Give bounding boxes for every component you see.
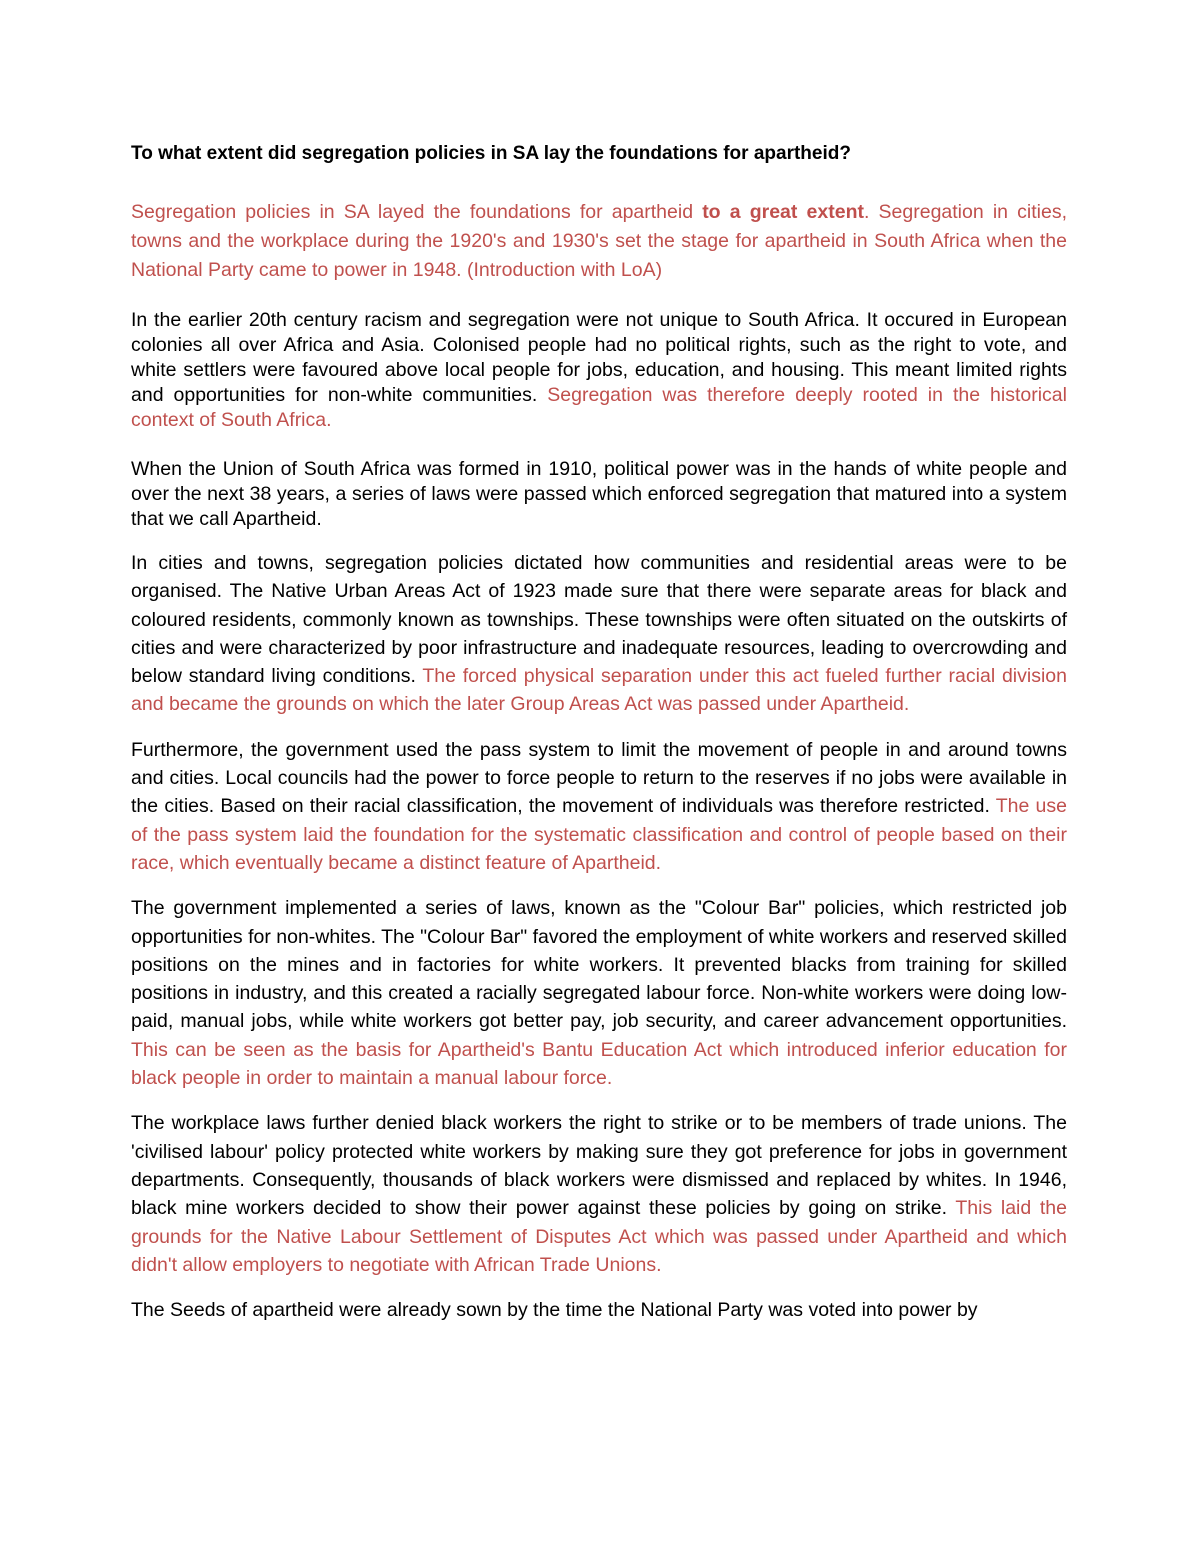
paragraph-4-text: Furthermore, the government used the pass system to limit the movement of people in and around towns and cities. Local councils had the power to force people to return to the reserves if no jobs were available in the cities. Based on their racial classification, the movement of individuals was therefore restricted.	[131, 738, 1067, 818]
paragraph-6-text: The workplace laws further denied black workers the right to strike or to be members of trade unions. The 'civilised labour' policy protected white workers by making sure they got preference for jobs in government departments. Consequently, thousands of black workers were dismissed and replaced by whites. In 1946, black mine workers decided to show their power against these policies by going on strike.	[131, 1112, 1067, 1220]
document-page	[131, 140, 1067, 1324]
paragraph-1-text: In the earlier 20th century racism and segregation were not unique to South Africa. It occured in European colonies all over Africa and Asia. Colonised people had no political rights, such as the right to vote, and white settlers were favoured above local people for jobs, education, and housing. This meant limited rights and opportunities for non-white communities.	[131, 309, 1067, 406]
essay-title: To what extent did segregation policies in SA lay the foundations for apartheid?	[131, 143, 851, 164]
body-paragraph-2	[131, 457, 1067, 532]
paragraph-5-text: The government implemented a series of laws, known as the "Colour Bar" policies, which restricted job opportunities for non-whites. The "Colour Bar" favored the employment of white workers and reserved skilled positions on the mines and in factories for white workers. It prevented blacks from training for skilled positions in industry, and this created a racially segregated labour force. Non-white workers were doing low-paid, manual jobs, while white workers got better pay, job security, and career advancement opportunities.	[131, 897, 1067, 1033]
paragraph-2-text: When the Union of South Africa was formed in 1910, political power was in the hands of white people and over the next 38 years, a series of laws were passed which enforced segregation that matured into a system that we call Apartheid.	[131, 458, 1067, 530]
paragraph-3-text: In cities and towns, segregation policies dictated how communities and residential areas were to be organised. The Native Urban Areas Act of 1923 made sure that there were separate areas for black and coloured residents, commonly known as townships. These townships were often situated on the outskirts of cities and were characterized by poor infrastructure and inadequate resources, leading to overcrowding and below standard living conditions.	[131, 552, 1067, 688]
intro-text-part2: . Segregation in cities, towns and the workplace during the 1920's and 1930's set the stage for apartheid in South Africa when the National Party came to power in 1948. (Introduction with LoA)	[131, 201, 1068, 281]
body-paragraph-1	[131, 308, 1067, 433]
intro-emphasis: to a great extent	[702, 201, 864, 223]
paragraph-3-conclusion: The forced physical separation under this act fueled further racial division and became the grounds on which the later Group Areas Act was passed under Apartheid.	[131, 665, 1067, 716]
paragraph-4-conclusion: The use of the pass system laid the foundation for the systematic classification and control of people based on their race, which eventually became a distinct feature of Apartheid.	[131, 795, 1067, 874]
body-paragraph-7	[131, 1296, 1067, 1324]
paragraph-5-conclusion: This can be seen as the basis for Apartheid's Bantu Education Act which introduced inferior education for black people in order to maintain a manual labour force.	[131, 1038, 1067, 1090]
body-paragraph-4	[131, 736, 1067, 877]
paragraph-6-conclusion: This laid the grounds for the Native Labour Settlement of Disputes Act which was passed under Apartheid and which didn't allow employers to negotiate with African Trade Unions.	[131, 1197, 1067, 1276]
paragraph-7-text: The Seeds of apartheid were already sown by the time the National Party was voted into power by	[131, 1299, 978, 1322]
body-paragraph-3	[131, 549, 1067, 719]
paragraph-1-conclusion: Segregation was therefore deeply rooted in the historical context of South Africa.	[131, 384, 1067, 431]
body-paragraph-5	[131, 894, 1067, 1092]
introduction-paragraph	[131, 198, 1067, 285]
intro-text-part1: Segregation policies in SA layed the foundations for apartheid	[131, 201, 703, 223]
body-paragraph-6	[131, 1109, 1067, 1279]
